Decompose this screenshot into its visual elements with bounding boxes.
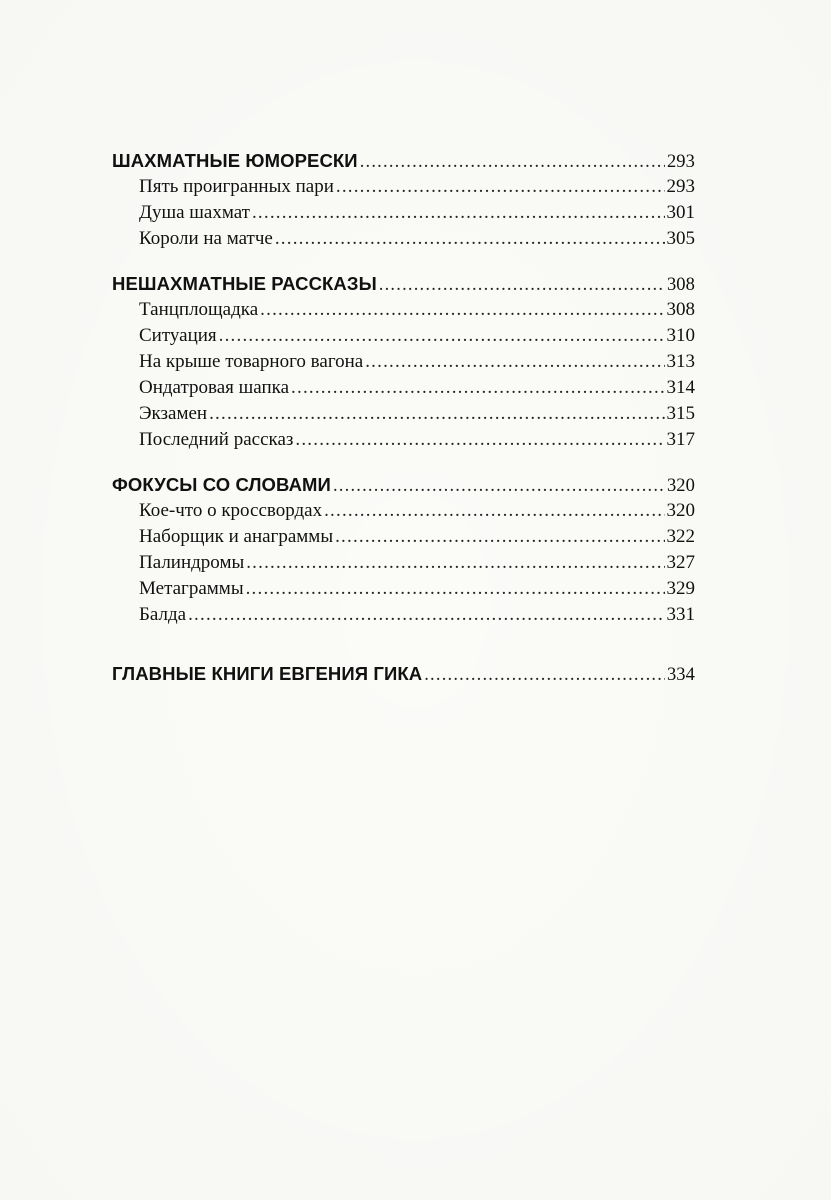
toc-entry [112, 200, 695, 226]
entry-title: На крыше товарного вагона [139, 351, 364, 372]
dot-leader [219, 323, 665, 349]
page-number: 308 [666, 275, 695, 295]
page-number: 310 [666, 325, 695, 346]
entry-title: Танцплощадка [139, 299, 259, 320]
section-spacer [112, 252, 695, 271]
dot-leader [424, 662, 665, 688]
toc-section [112, 271, 695, 453]
page-number: 331 [666, 604, 695, 625]
page-number: 320 [666, 476, 695, 496]
page-number: 329 [666, 578, 695, 599]
page-number: 317 [666, 429, 695, 450]
dot-leader [333, 473, 665, 499]
entry-title: Ситуация [139, 325, 217, 346]
entry-title: Балда [139, 604, 187, 625]
dot-leader [291, 375, 664, 401]
page-number: 313 [666, 351, 695, 372]
entry-title: Экзамен [139, 403, 208, 424]
dot-leader [188, 602, 664, 628]
page-number: 308 [666, 299, 695, 320]
section-title: ФОКУСЫ СО СЛОВАМИ [112, 474, 331, 495]
toc-entry [112, 427, 695, 453]
dot-leader [335, 524, 664, 550]
page-number: 320 [666, 500, 695, 521]
page-number: 322 [666, 526, 695, 547]
toc-section [112, 472, 695, 628]
dot-leader [379, 272, 665, 298]
dot-leader [246, 550, 664, 576]
dot-leader [209, 401, 664, 427]
toc-section-heading [112, 472, 695, 498]
dot-leader [275, 226, 665, 252]
page-number: 315 [666, 403, 695, 424]
entry-title: Душа шахмат [139, 202, 250, 223]
toc-entry [112, 297, 695, 323]
toc-section [112, 148, 695, 252]
toc-entry [112, 323, 695, 349]
toc-entry [112, 349, 695, 375]
toc-section-heading [112, 148, 695, 174]
toc-entry [112, 174, 695, 200]
dot-leader [295, 427, 664, 453]
toc-entry [112, 401, 695, 427]
page-number: 314 [666, 377, 695, 398]
toc-entry [112, 375, 695, 401]
toc-section-heading [112, 271, 695, 297]
toc-entry [112, 524, 695, 550]
page-number: 293 [666, 176, 695, 197]
entry-title: Метаграммы [139, 578, 244, 599]
page-number: 293 [666, 152, 695, 172]
toc-entry [112, 550, 695, 576]
table-of-contents [112, 148, 695, 687]
entry-title: Наборщик и анаграммы [139, 526, 334, 547]
dot-leader [252, 200, 665, 226]
page-number: 334 [666, 665, 695, 685]
dot-leader [365, 349, 664, 375]
dot-leader [324, 498, 664, 524]
toc-entry [112, 498, 695, 524]
page-number: 305 [666, 228, 695, 249]
toc-section-heading [112, 661, 695, 687]
toc-entry [112, 576, 695, 602]
entry-title: Палиндромы [139, 552, 245, 573]
dot-leader [246, 576, 665, 602]
dot-leader [336, 174, 665, 200]
toc-entry [112, 602, 695, 628]
dot-leader [360, 149, 665, 175]
section-spacer [112, 453, 695, 472]
dot-leader [260, 297, 664, 323]
section-title: ШАХМАТНЫЕ ЮМОРЕСКИ [112, 150, 358, 171]
section-spacer [112, 628, 695, 661]
entry-title: Кое-что о кроссвордах [139, 500, 323, 521]
toc-section [112, 661, 695, 687]
toc-entry [112, 226, 695, 252]
entry-title: Ондатровая шапка [139, 377, 290, 398]
entry-title: Последний рассказ [139, 429, 294, 450]
entry-title: Пять проигранных пари [139, 176, 334, 197]
section-title: ГЛАВНЫЕ КНИГИ ЕВГЕНИЯ ГИКА [112, 663, 423, 684]
page-number: 301 [666, 202, 695, 223]
page-number: 327 [666, 552, 695, 573]
section-title: НЕШАХМАТНЫЕ РАССКАЗЫ [112, 273, 377, 294]
entry-title: Короли на матче [139, 228, 273, 249]
